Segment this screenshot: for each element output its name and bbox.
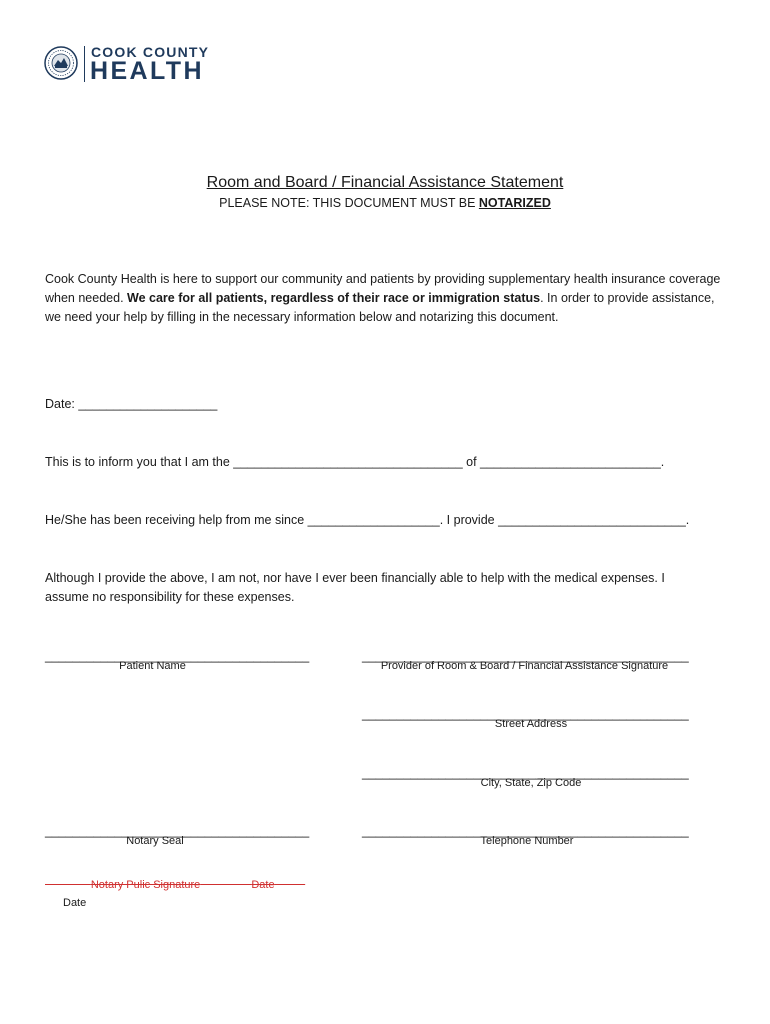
intro-text-1: Cook County Health is here to support our community and patients by providing supplementary health insurance coverage when needed. [45, 272, 721, 305]
notary-seal-blank[interactable]: ______________________________________ [45, 824, 310, 838]
county-seal-icon [44, 46, 78, 80]
help-since-field-line[interactable]: He/She has been receiving help from me since ___________________. I provide ___________________________. [45, 513, 690, 527]
logo-health-text: HEALTH [90, 57, 204, 85]
intro-bold-text: We care for all patients, regardless of their race or immigration status [127, 291, 541, 305]
logo-divider [84, 46, 85, 82]
provider-signature-caption: Provider of Room & Board / Financial Assistance Signature [380, 660, 669, 672]
date-field-line[interactable]: Date: ____________________ [45, 397, 218, 411]
provider-signature-blank[interactable]: _______________________________________________ [362, 649, 689, 663]
street-address-blank[interactable]: _______________________________________________ [362, 707, 689, 721]
city-state-zip-blank[interactable]: _______________________________________________ [362, 766, 689, 780]
relationship-field-line[interactable]: This is to inform you that I am the _________________________________ of __________________________. [45, 455, 665, 469]
date-caption: Date [63, 897, 87, 908]
disclaimer-line-1: Although I provide the above, I am not, nor have I ever been financially able to help with the medical expenses. I [45, 571, 665, 585]
notary-public-signature-label: Notary Pulic Signature [90, 879, 201, 891]
notary-public-signature-field[interactable] [45, 878, 243, 892]
notary-date-red-label: Date [251, 879, 275, 891]
notarized-notice [0, 194, 770, 212]
disclaimer-line-2: assume no responsibility for these expenses. [45, 590, 295, 604]
city-state-zip-caption: City, State, Zip Code [480, 777, 582, 789]
logo-county-text: COOK COUNTY [91, 44, 210, 60]
street-address-caption: Street Address [494, 718, 568, 730]
notary-seal-caption: Notary Seal [126, 835, 184, 847]
telephone-blank[interactable]: _______________________________________________ [362, 824, 689, 838]
patient-name-blank[interactable]: ______________________________________ [45, 649, 310, 663]
patient-name-caption: Patient Name [119, 660, 186, 672]
intro-paragraph [45, 270, 725, 327]
telephone-caption: Telephone Number [480, 835, 574, 847]
intro-text-2: . In order to provide assistance, we need your help by filling in the necessary information below and notarizing this document. [45, 291, 715, 324]
document-title: Room and Board / Financial Assistance Statement [206, 174, 564, 191]
notice-text: PLEASE NOTE: THIS DOCUMENT MUST BE [219, 196, 479, 210]
notary-date-field[interactable] [233, 878, 305, 892]
notice-emphasis: NOTARIZED [478, 196, 551, 210]
